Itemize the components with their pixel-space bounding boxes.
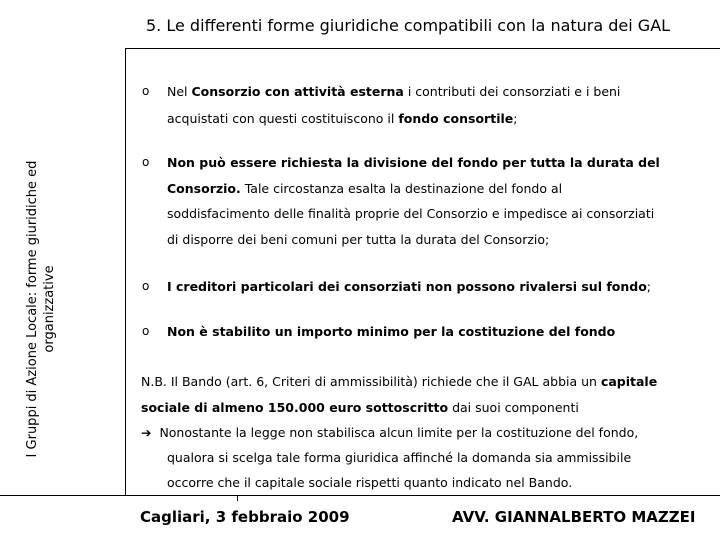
note-line-4: qualora si scelga tale forma giuridica affinché la domanda sia ammissibile xyxy=(167,450,632,465)
note-line-2: sociale di almeno 150.000 euro sottoscritto dai suoi componenti xyxy=(141,400,579,415)
side-label xyxy=(24,124,84,494)
bullet-3-line: I creditori particolari dei consorziati non possono rivalersi sul fondo; xyxy=(167,279,652,294)
footer-tick xyxy=(237,495,238,501)
bullet-2-line-3: soddisfacimento delle finalità proprie del Consorzio e impedisce ai consorziati xyxy=(167,206,655,221)
bullet-4-marker: o xyxy=(142,324,150,338)
bullet-2-line-2: Consorzio. Tale circostanza esalta la destinazione del fondo al xyxy=(167,181,563,196)
bullet-2-marker: o xyxy=(142,155,150,169)
note-line-1: N.B. Il Bando (art. 6, Criteri di ammissibilità) richiede che il GAL abbia un capitale xyxy=(141,374,658,389)
slide-title: 5. Le differenti forme giuridiche compatibili con la natura dei GAL xyxy=(146,16,671,35)
bullet-4-line: Non è stabilito un importo minimo per la costituzione del fondo xyxy=(167,324,616,339)
title-divider xyxy=(125,48,720,49)
note-line-3: ➔ Nonostante la legge non stabilisca alcun limite per la costituzione del fondo, xyxy=(141,425,639,440)
footer-divider xyxy=(0,495,720,496)
side-label-line2: organizzative xyxy=(42,265,57,353)
side-label-line1: I Gruppi di Azione Locale: forme giuridiche ed xyxy=(25,160,40,458)
bullet-3-marker: o xyxy=(142,279,150,293)
note-line-5: occorre che il capitale sociale rispetti quanto indicato nel Bando. xyxy=(167,475,573,490)
bullet-1-bold: Consorzio con attività esterna xyxy=(191,84,404,99)
arrow-icon: ➔ xyxy=(141,425,152,440)
bullet-2-line-1: Non può essere richiesta la divisione del fondo per tutta la durata del xyxy=(167,155,660,170)
bullet-2-line-4: di disporre dei beni comuni per tutta la durata del Consorzio; xyxy=(167,232,550,247)
bullet-1-line-1: Nel Consorzio con attività esterna i contributi dei consorziati e i beni xyxy=(167,84,621,99)
side-divider xyxy=(125,48,126,495)
bullet-1-marker: o xyxy=(142,84,150,98)
bullet-1-line-2: acquistati con questi costituiscono il fondo consortile; xyxy=(167,111,518,126)
footer-date: Cagliari, 3 febbraio 2009 xyxy=(140,508,350,526)
footer-author: AVV. GIANNALBERTO MAZZEI xyxy=(452,508,696,526)
